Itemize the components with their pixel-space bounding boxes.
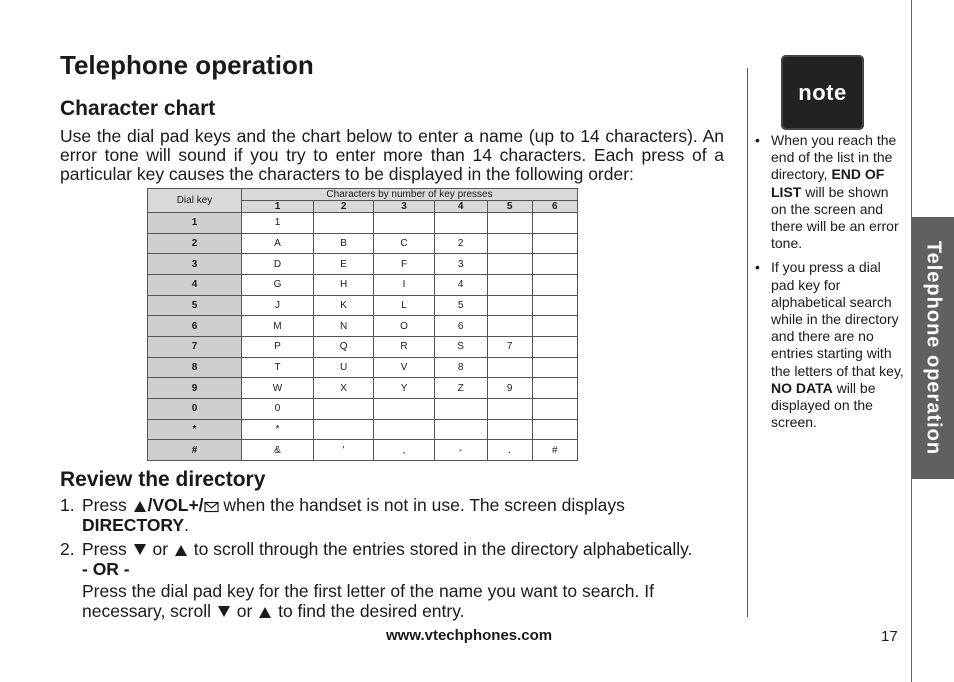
- column-divider: [747, 68, 748, 617]
- press-count-header: 2: [313, 201, 373, 213]
- up-arrow-icon: [134, 501, 146, 512]
- character-cell: [313, 213, 373, 234]
- character-cell: [532, 316, 577, 337]
- review-steps: [60, 495, 724, 625]
- dial-key-cell: 7: [148, 336, 242, 357]
- character-cell: O: [374, 316, 434, 337]
- dial-key-cell: 3: [148, 254, 242, 275]
- footer-url: www.vtechphones.com: [386, 627, 553, 644]
- dial-key-cell: 8: [148, 357, 242, 378]
- character-cell: Q: [313, 336, 373, 357]
- character-cell: 9: [487, 378, 532, 399]
- character-cell: [487, 419, 532, 440]
- character-cell: D: [242, 254, 314, 275]
- character-cell: [434, 213, 487, 234]
- table-row: [148, 357, 578, 378]
- envelope-icon: [204, 501, 219, 513]
- character-cell: J: [242, 295, 314, 316]
- down-arrow-icon: [134, 544, 146, 555]
- table-row: [148, 213, 578, 234]
- character-cell: 3: [434, 254, 487, 275]
- bullet-icon: •: [755, 259, 760, 276]
- character-cell: C: [374, 233, 434, 254]
- character-cell: .: [487, 440, 532, 461]
- character-cell: [374, 398, 434, 419]
- character-cell: E: [313, 254, 373, 275]
- table-row: [148, 295, 578, 316]
- vol-key-label: /VOL+/: [147, 495, 204, 515]
- table-row: [148, 254, 578, 275]
- character-cell: [434, 419, 487, 440]
- character-cell: [374, 419, 434, 440]
- dial-key-cell: 4: [148, 274, 242, 295]
- page-number: 17: [881, 628, 898, 645]
- header-key-presses: Characters by number of key presses: [242, 189, 578, 201]
- character-cell: -: [434, 440, 487, 461]
- character-cell: G: [242, 274, 314, 295]
- character-cell: N: [313, 316, 373, 337]
- character-cell: H: [313, 274, 373, 295]
- character-cell: M: [242, 316, 314, 337]
- up-arrow-icon: [175, 545, 187, 556]
- character-chart-table: [147, 188, 578, 461]
- press-count-header: 6: [532, 201, 577, 213]
- character-cell: A: [242, 233, 314, 254]
- note-item: • If you press a dial pad key for alphabetical search while in the directory and there are no entries starting with the letters of that key, NO DATA will be displayed on the screen.: [755, 259, 904, 431]
- character-cell: [487, 316, 532, 337]
- section-title-review-directory: Review the directory: [60, 468, 266, 491]
- table-row: [148, 440, 578, 461]
- bullet-icon: •: [755, 132, 760, 148]
- character-cell: [532, 378, 577, 399]
- dial-key-cell: 1: [148, 213, 242, 234]
- character-cell: [487, 254, 532, 275]
- character-cell: S: [434, 336, 487, 357]
- character-cell: I: [374, 274, 434, 295]
- step-2: 2. Press or to scroll through the entries stored in the directory alphabetically. - OR - Press the dial pad key for the first letter of the name you want to search. If necessary, scroll or to find the desired entry.: [60, 539, 724, 621]
- character-cell: [532, 274, 577, 295]
- dial-key-cell: 5: [148, 295, 242, 316]
- character-cell: B: [313, 233, 373, 254]
- page-title: Telephone operation: [60, 50, 314, 80]
- dial-key-cell: *: [148, 419, 242, 440]
- table-row: [148, 378, 578, 399]
- character-cell: [434, 398, 487, 419]
- character-cell: [532, 233, 577, 254]
- table-row: [148, 316, 578, 337]
- side-tab-label: Telephone operation: [922, 240, 945, 456]
- down-arrow-icon: [218, 606, 230, 617]
- intro-paragraph: Use the dial pad keys and the chart below to enter a name (up to 14 characters). An error tone will sound if you try to enter more than 14 characters. Each press of a particular key causes the characters to be displayed in the following order:: [60, 126, 724, 184]
- character-cell: K: [313, 295, 373, 316]
- press-count-header: 3: [374, 201, 434, 213]
- or-separator: - OR -: [82, 559, 130, 579]
- character-cell: [487, 295, 532, 316]
- character-cell: F: [374, 254, 434, 275]
- character-cell: 8: [434, 357, 487, 378]
- dial-key-cell: 6: [148, 316, 242, 337]
- character-cell: T: [242, 357, 314, 378]
- character-cell: &: [242, 440, 314, 461]
- character-cell: [487, 357, 532, 378]
- character-cell: [532, 254, 577, 275]
- up-arrow-icon: [259, 607, 271, 618]
- character-cell: [532, 357, 577, 378]
- header-dial-key: Dial key: [148, 189, 242, 213]
- character-cell: W: [242, 378, 314, 399]
- character-cell: 5: [434, 295, 487, 316]
- dial-key-cell: 0: [148, 398, 242, 419]
- step-number: 1.: [60, 495, 75, 515]
- table-row: [148, 398, 578, 419]
- dial-key-cell: 9: [148, 378, 242, 399]
- character-cell: [532, 295, 577, 316]
- character-cell: [313, 398, 373, 419]
- note-list: [755, 132, 905, 438]
- character-cell: [374, 213, 434, 234]
- character-cell: Z: [434, 378, 487, 399]
- character-cell: [532, 213, 577, 234]
- character-cell: X: [313, 378, 373, 399]
- character-cell: ': [313, 440, 373, 461]
- character-cell: L: [374, 295, 434, 316]
- character-cell: 4: [434, 274, 487, 295]
- note-badge: note: [781, 55, 864, 130]
- note-item: • When you reach the end of the list in the directory, END OF LIST will be shown on the screen and there will be an error tone.: [755, 132, 899, 252]
- press-count-header: 4: [434, 201, 487, 213]
- character-cell: [532, 398, 577, 419]
- character-cell: #: [532, 440, 577, 461]
- section-title-character-chart: Character chart: [60, 97, 216, 120]
- character-cell: [487, 233, 532, 254]
- step-1: 1. Press /VOL+/ when the handset is not in use. The screen displays DIRECTORY.: [60, 495, 625, 535]
- dial-key-cell: 2: [148, 233, 242, 254]
- directory-word: DIRECTORY: [82, 515, 185, 535]
- step-2-alternative: Press the dial pad key for the first letter of the name you want to search. If necessary, scroll or to find the desired entry.: [82, 581, 654, 621]
- character-cell: V: [374, 357, 434, 378]
- dial-key-cell: #: [148, 440, 242, 461]
- character-cell: 2: [434, 233, 487, 254]
- table-row: [148, 419, 578, 440]
- character-cell: R: [374, 336, 434, 357]
- table-row: [148, 233, 578, 254]
- character-cell: P: [242, 336, 314, 357]
- character-cell: [532, 419, 577, 440]
- character-cell: [532, 336, 577, 357]
- character-cell: 7: [487, 336, 532, 357]
- character-cell: 0: [242, 398, 314, 419]
- step-number: 2.: [60, 539, 75, 559]
- character-cell: [313, 419, 373, 440]
- character-cell: [487, 274, 532, 295]
- character-cell: [487, 398, 532, 419]
- table-row: [148, 274, 578, 295]
- character-cell: 1: [242, 213, 314, 234]
- press-count-header: 1: [242, 201, 314, 213]
- press-count-header: 5: [487, 201, 532, 213]
- character-cell: 6: [434, 316, 487, 337]
- character-cell: ,: [374, 440, 434, 461]
- table-row: [148, 336, 578, 357]
- character-cell: U: [313, 357, 373, 378]
- character-cell: [487, 213, 532, 234]
- character-cell: *: [242, 419, 314, 440]
- character-cell: Y: [374, 378, 434, 399]
